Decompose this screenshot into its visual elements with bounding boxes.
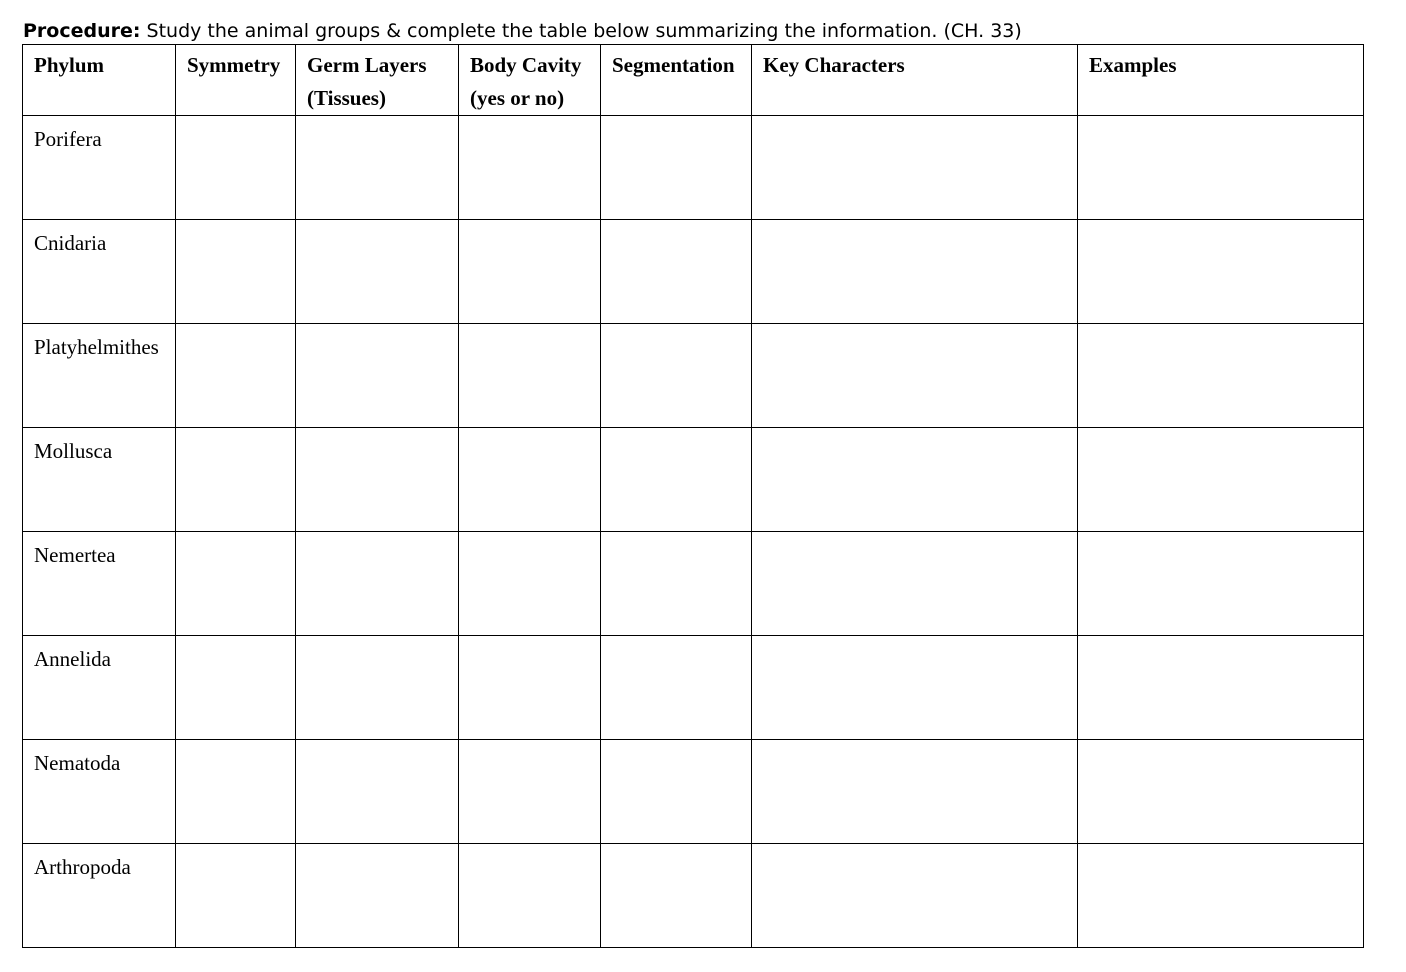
phylum-name-cell: Annelida xyxy=(23,636,176,740)
answer-cell-germ-layers[interactable] xyxy=(296,532,459,636)
header-key-characters xyxy=(752,45,1078,116)
procedure-instructions xyxy=(23,18,1022,44)
answer-cell-segmentation[interactable] xyxy=(601,428,752,532)
answer-cell-examples[interactable] xyxy=(1078,636,1364,740)
answer-cell-germ-layers[interactable] xyxy=(296,428,459,532)
header-label: Germ Layers xyxy=(307,53,427,77)
answer-cell-germ-layers[interactable] xyxy=(296,324,459,428)
answer-cell-examples[interactable] xyxy=(1078,844,1364,948)
answer-cell-symmetry[interactable] xyxy=(176,220,296,324)
phylum-name-cell: Cnidaria xyxy=(23,220,176,324)
answer-cell-segmentation[interactable] xyxy=(601,116,752,220)
answer-cell-examples[interactable] xyxy=(1078,532,1364,636)
answer-cell-germ-layers[interactable] xyxy=(296,220,459,324)
answer-cell-symmetry[interactable] xyxy=(176,116,296,220)
header-sublabel: (Tissues) xyxy=(307,86,386,110)
answer-cell-segmentation[interactable] xyxy=(601,324,752,428)
phylum-summary-table xyxy=(22,44,1364,948)
answer-cell-body-cavity[interactable] xyxy=(459,116,601,220)
answer-cell-segmentation[interactable] xyxy=(601,740,752,844)
answer-cell-body-cavity[interactable] xyxy=(459,636,601,740)
answer-cell-symmetry[interactable] xyxy=(176,428,296,532)
table-row xyxy=(23,220,1364,324)
procedure-label: Procedure: xyxy=(23,20,141,42)
header-symmetry xyxy=(176,45,296,116)
header-label: Body Cavity xyxy=(470,53,582,77)
phylum-name-cell: Porifera xyxy=(23,116,176,220)
answer-cell-body-cavity[interactable] xyxy=(459,844,601,948)
table-row xyxy=(23,116,1364,220)
answer-cell-segmentation[interactable] xyxy=(601,220,752,324)
table-row xyxy=(23,844,1364,948)
table-row xyxy=(23,636,1364,740)
answer-cell-symmetry[interactable] xyxy=(176,740,296,844)
header-label: Segmentation xyxy=(612,53,735,77)
header-body-cavity xyxy=(459,45,601,116)
answer-cell-key-characters[interactable] xyxy=(752,844,1078,948)
header-label: Symmetry xyxy=(187,53,281,77)
answer-cell-body-cavity[interactable] xyxy=(459,428,601,532)
answer-cell-germ-layers[interactable] xyxy=(296,740,459,844)
answer-cell-body-cavity[interactable] xyxy=(459,532,601,636)
answer-cell-key-characters[interactable] xyxy=(752,740,1078,844)
answer-cell-germ-layers[interactable] xyxy=(296,636,459,740)
header-label: Phylum xyxy=(34,53,105,77)
table-row xyxy=(23,740,1364,844)
answer-cell-symmetry[interactable] xyxy=(176,324,296,428)
table-row xyxy=(23,428,1364,532)
header-germ-layers xyxy=(296,45,459,116)
answer-cell-symmetry[interactable] xyxy=(176,844,296,948)
answer-cell-examples[interactable] xyxy=(1078,116,1364,220)
phylum-name-cell: Platyhelmithes xyxy=(23,324,176,428)
table-row xyxy=(23,324,1364,428)
answer-cell-examples[interactable] xyxy=(1078,740,1364,844)
answer-cell-body-cavity[interactable] xyxy=(459,324,601,428)
procedure-text: Study the animal groups & complete the table below summarizing the information. (CH. 33) xyxy=(140,20,1022,42)
table-row xyxy=(23,532,1364,636)
table-body xyxy=(23,116,1364,948)
answer-cell-examples[interactable] xyxy=(1078,324,1364,428)
answer-cell-examples[interactable] xyxy=(1078,428,1364,532)
header-sublabel: (yes or no) xyxy=(470,86,565,110)
table-header-row xyxy=(23,45,1364,116)
header-label: Key Characters xyxy=(763,53,905,77)
answer-cell-body-cavity[interactable] xyxy=(459,740,601,844)
header-segmentation xyxy=(601,45,752,116)
phylum-name-cell: Nematoda xyxy=(23,740,176,844)
answer-cell-segmentation[interactable] xyxy=(601,532,752,636)
answer-cell-key-characters[interactable] xyxy=(752,428,1078,532)
phylum-name-cell: Arthropoda xyxy=(23,844,176,948)
header-examples xyxy=(1078,45,1364,116)
answer-cell-symmetry[interactable] xyxy=(176,636,296,740)
answer-cell-germ-layers[interactable] xyxy=(296,116,459,220)
answer-cell-segmentation[interactable] xyxy=(601,844,752,948)
answer-cell-key-characters[interactable] xyxy=(752,532,1078,636)
header-label: Examples xyxy=(1089,53,1177,77)
answer-cell-key-characters[interactable] xyxy=(752,636,1078,740)
answer-cell-key-characters[interactable] xyxy=(752,116,1078,220)
phylum-name-cell: Mollusca xyxy=(23,428,176,532)
phylum-name-cell: Nemertea xyxy=(23,532,176,636)
answer-cell-germ-layers[interactable] xyxy=(296,844,459,948)
answer-cell-symmetry[interactable] xyxy=(176,532,296,636)
answer-cell-body-cavity[interactable] xyxy=(459,220,601,324)
answer-cell-key-characters[interactable] xyxy=(752,324,1078,428)
answer-cell-key-characters[interactable] xyxy=(752,220,1078,324)
answer-cell-examples[interactable] xyxy=(1078,220,1364,324)
header-phylum xyxy=(23,45,176,116)
answer-cell-segmentation[interactable] xyxy=(601,636,752,740)
